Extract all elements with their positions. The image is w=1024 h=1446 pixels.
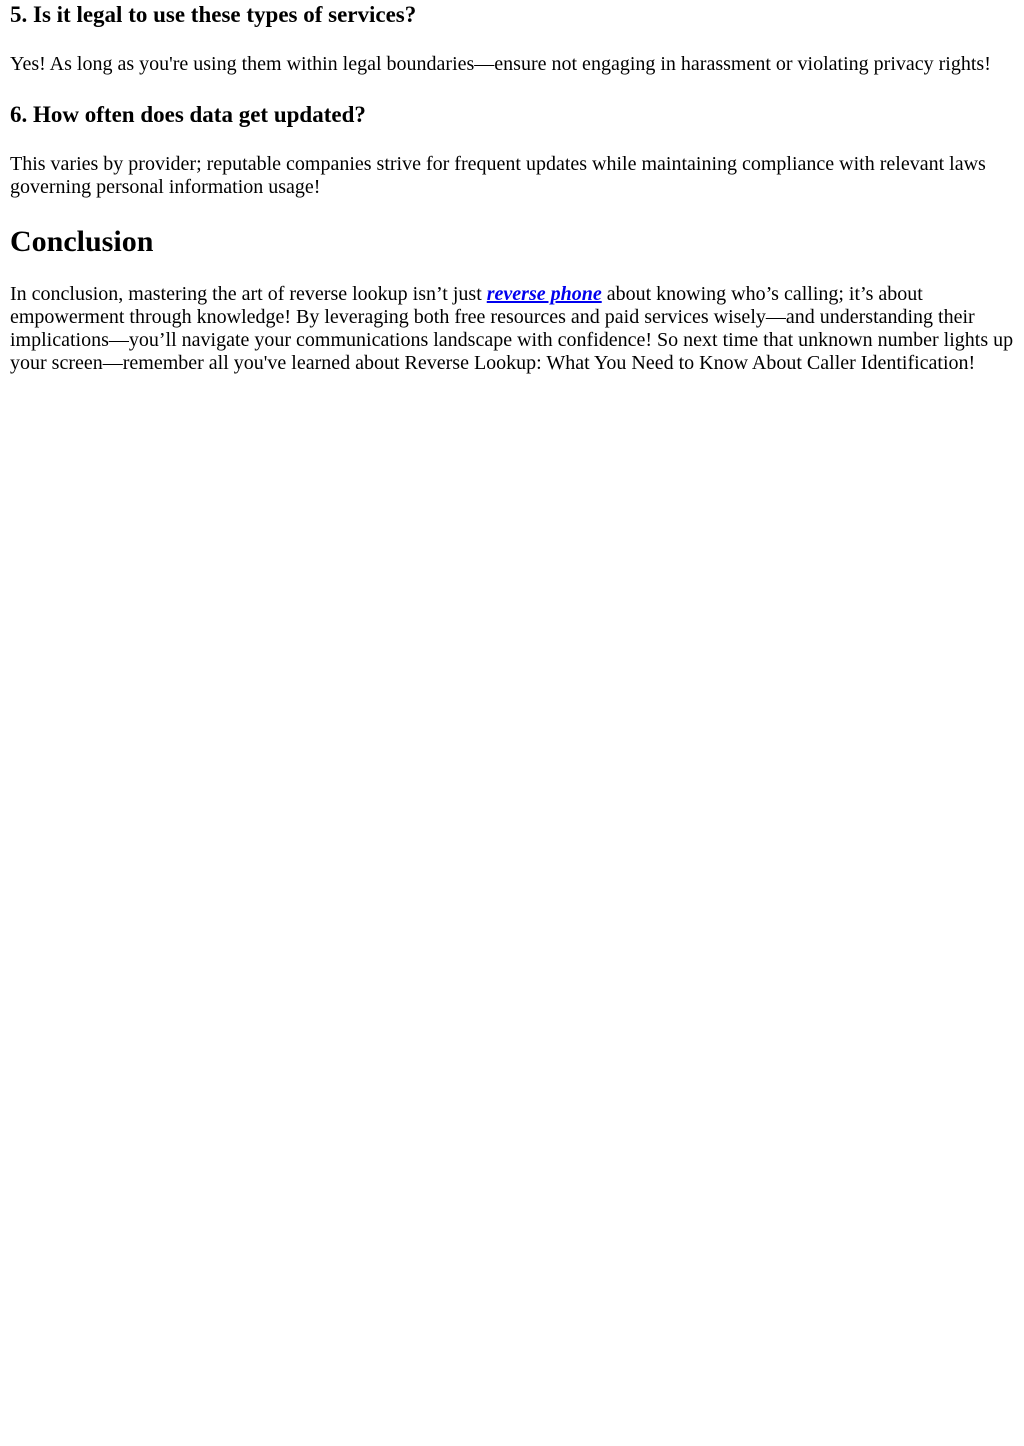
faq-answer-6: This varies by provider; reputable companies strive for frequent updates while maintaining compliance with relevant laws governing personal information usage! bbox=[10, 153, 986, 198]
faq-question-5: 5. Is it legal to use these types of services? bbox=[10, 2, 417, 27]
conclusion-paragraph bbox=[10, 283, 1014, 375]
faq-question-6: 6. How often does data get updated? bbox=[10, 102, 366, 127]
conclusion-text-end: about knowing who’s calling; it’s about empowerment through knowledge! By leveraging both free resources and paid services wisely—and understanding their implications—you’ll navigate your communications landscape with confidence! So next time that unknown number lights up your screen—remember all you've learned about Reverse Lookup: What You Need to Know About Caller Identification! bbox=[10, 283, 1014, 374]
conclusion-heading: Conclusion bbox=[10, 225, 154, 258]
faq-answer-5: Yes! As long as you're using them within legal boundaries—ensure not engaging in harassment or violating privacy rights! bbox=[10, 53, 991, 75]
reverse-phone-link[interactable]: reverse phone bbox=[486, 283, 602, 305]
conclusion-text-start: In conclusion, mastering the art of reverse lookup isn’t just bbox=[10, 283, 487, 305]
article-body bbox=[0, 0, 1024, 375]
